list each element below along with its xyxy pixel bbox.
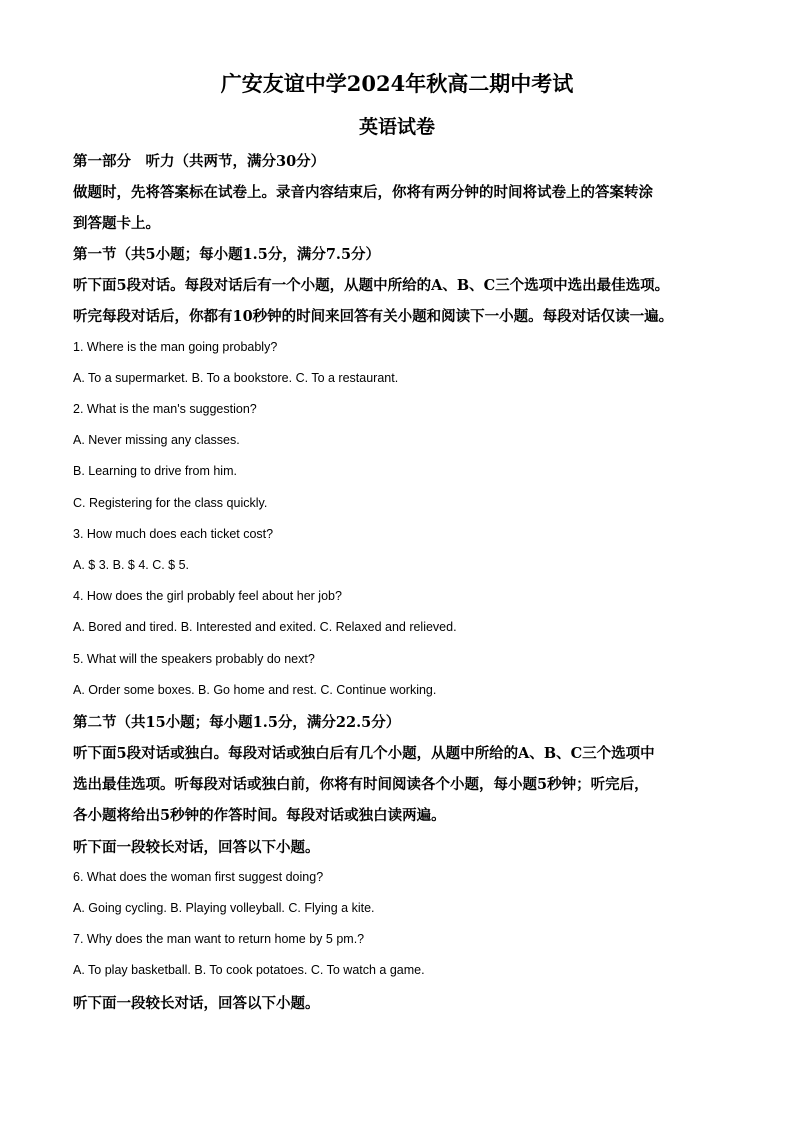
question-stem: 1. Where is the man going probably? [73,340,278,354]
section2-heading: 第二节（共15小题；每小题1.5分，满分22.5分） [73,714,401,731]
question-options: A. Going cycling. B. Playing volleyball. C. Flying a kite. [73,901,375,915]
section1-instruction-line2: 听完每段对话后，你都有10秒钟的时间来回答有关小题和阅读下一小题。每段对话仅读一遍。 [73,308,674,325]
question-stem: 6. What does the woman first suggest doing? [73,870,324,884]
question-stem: 5. What will the speakers probably do next? [73,652,315,666]
question-options: A. Bored and tired. B. Interested and exited. C. Relaxed and relieved. [73,620,457,634]
question-option: A. Never missing any classes. [73,433,240,447]
question-options: A. To a supermarket. B. To a bookstore. C. To a restaurant. [73,371,399,385]
dialogue-intro: 听下面一段较长对话，回答以下小题。 [73,839,320,856]
part1-instruction-line1: 做题时，先将答案标在试卷上。录音内容结束后，你将有两分钟的时间将试卷上的答案转涂 [73,184,653,201]
exam-subtitle: 英语试卷 [358,116,435,138]
exam-title: 广安友谊中学2024年秋高二期中考试 [220,71,574,96]
question-stem: 3. How much does each ticket cost? [73,527,274,541]
section2-instruction-line1: 听下面5段对话或独白。每段对话或独白后有几个小题，从题中所给的A、B、C三个选项中 [73,745,655,762]
question-stem: 4. How does the girl probably feel about her job? [73,589,342,603]
section1-heading: 第一节（共5小题；每小题1.5分，满分7.5分） [73,246,381,263]
question-options: A. Order some boxes. B. Go home and rest. C. Continue working. [73,683,437,697]
question-option: B. Learning to drive from him. [73,464,237,478]
section2-instruction-line2: 选出最佳选项。听每段对话或独白前，你将有时间阅读各个小题，每小题5秒钟；听完后， [73,776,649,793]
part1-instruction-line2: 到答题卡上。 [73,215,160,232]
question-stem: 7. Why does the man want to return home by 5 pm.? [73,932,365,946]
section2-instruction-line3: 各小题将给出5秒钟的作答时间。每段对话或独白读两遍。 [73,807,446,824]
question-option: C. Registering for the class quickly. [73,496,268,510]
section1-instruction-line1: 听下面5段对话。每段对话后有一个小题，从题中所给的A、B、C三个选项中选出最佳选项。 [73,277,670,294]
question-stem: 2. What is the man's suggestion? [73,402,257,416]
question-options: A. To play basketball. B. To cook potatoes. C. To watch a game. [73,963,425,977]
dialogue-intro: 听下面一段较长对话，回答以下小题。 [73,995,320,1012]
question-options: A. $ 3. B. $ 4. C. $ 5. [73,558,190,572]
part1-heading: 第一部分 听力（共两节，满分30分） [73,153,326,170]
